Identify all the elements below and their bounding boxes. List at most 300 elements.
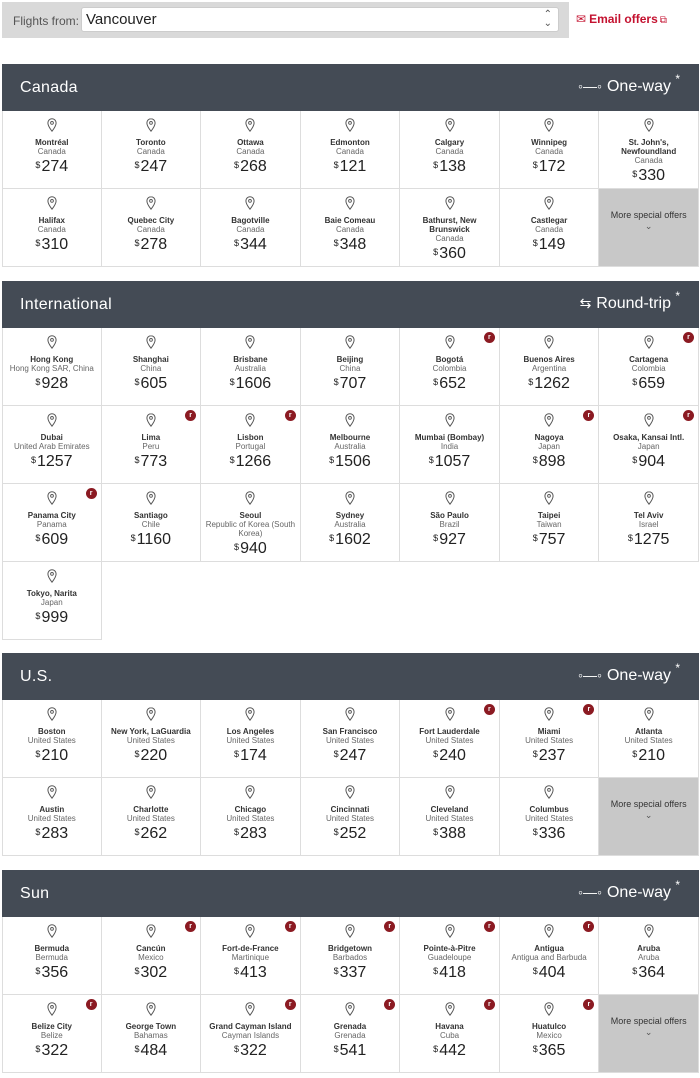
flights-from-panel (2, 2, 569, 38)
price-value: 1606 (235, 375, 272, 392)
round-trip-icon: ⇆ (579, 295, 592, 311)
destination-price (3, 374, 101, 393)
destination-country: Canada (335, 225, 364, 234)
destination-card[interactable] (201, 328, 301, 406)
destination-city: Hong Kong (30, 355, 74, 364)
rouge-badge-icon: r (86, 999, 97, 1010)
destination-price (301, 746, 400, 765)
destination-card[interactable] (500, 778, 600, 856)
location-pin-icon (345, 118, 355, 132)
location-pin-icon (445, 785, 455, 799)
more-special-offers-button[interactable] (599, 995, 699, 1073)
section-header-us (2, 653, 699, 700)
destination-price (102, 963, 201, 982)
rouge-badge-icon: r (285, 410, 296, 421)
price-value: 659 (638, 375, 666, 392)
price-value: 1275 (633, 531, 670, 548)
currency-symbol: $ (134, 966, 140, 976)
price-value: 172 (538, 158, 566, 175)
location-pin-icon (146, 118, 156, 132)
location-pin-icon (544, 118, 554, 132)
destination-price (201, 746, 300, 765)
destination-price (301, 824, 400, 843)
destination-card[interactable] (599, 484, 699, 562)
destination-city: Antigua (534, 944, 564, 953)
trip-type[interactable] (578, 72, 680, 96)
currency-symbol: $ (234, 749, 240, 759)
currency-symbol: $ (433, 160, 439, 170)
destination-country: Portugal (235, 442, 266, 451)
destination-card[interactable] (201, 995, 301, 1073)
more-special-offers-button[interactable] (599, 778, 699, 856)
price-value: 904 (638, 453, 666, 470)
rouge-badge-icon: r (185, 921, 196, 932)
destination-card[interactable] (301, 189, 401, 267)
location-pin-icon (146, 785, 156, 799)
destination-price (301, 530, 400, 549)
destination-price (201, 157, 300, 176)
location-pin-icon (47, 785, 57, 799)
price-value: 268 (240, 158, 267, 175)
price-value: 999 (41, 609, 69, 626)
location-pin-icon (47, 924, 57, 938)
price-value: 283 (240, 825, 267, 842)
location-pin-icon (544, 1002, 554, 1016)
price-value: 360 (439, 245, 466, 262)
destination-card[interactable] (599, 700, 699, 778)
destination-price (201, 235, 300, 254)
destination-country: Martinique (231, 953, 270, 962)
price-value: 356 (41, 964, 69, 981)
destination-country: United States (27, 814, 76, 823)
rouge-badge-icon: r (484, 704, 495, 715)
destination-city: Bathurst, New Brunswick (422, 216, 477, 234)
destination-country: United States (624, 736, 673, 745)
destination-card[interactable] (102, 111, 202, 189)
destination-city: Bogotá (435, 355, 464, 364)
destination-card[interactable] (301, 484, 401, 562)
price-value: 388 (439, 825, 466, 842)
destination-card[interactable] (2, 917, 102, 995)
section-title: Canada (20, 79, 78, 96)
destination-city: Columbus (529, 805, 569, 814)
destination-card[interactable] (500, 328, 600, 406)
location-pin-icon (47, 118, 57, 132)
location-pin-icon (445, 924, 455, 938)
location-pin-icon (245, 196, 255, 210)
price-value: 1160 (136, 531, 172, 548)
destination-city: Buenos Aires (523, 355, 575, 364)
destination-price (3, 608, 101, 627)
destination-country: United Arab Emirates (13, 442, 90, 451)
chevron-down-icon: ⌄ (644, 810, 653, 820)
price-value: 442 (439, 1042, 466, 1059)
location-pin-icon (345, 335, 355, 349)
price-value: 928 (41, 375, 69, 392)
destination-card[interactable] (2, 700, 102, 778)
destination-card[interactable] (500, 406, 600, 484)
price-value: 1057 (434, 453, 471, 470)
destination-card[interactable] (102, 189, 202, 267)
destination-country: Grenada (334, 1031, 366, 1040)
price-value: 404 (538, 964, 566, 981)
destination-price (500, 374, 599, 393)
currency-symbol: $ (528, 377, 534, 387)
price-value: 337 (339, 964, 367, 981)
one-way-icon: ◦—◦ (578, 884, 602, 900)
destination-card[interactable] (201, 189, 301, 267)
location-pin-icon (544, 196, 554, 210)
price-value: 283 (41, 825, 69, 842)
currency-symbol: $ (30, 455, 36, 465)
destination-card[interactable] (301, 917, 401, 995)
destination-city: Quebec City (127, 216, 175, 225)
destination-country: Canada (435, 234, 464, 243)
destination-card[interactable] (201, 700, 301, 778)
destination-country: China (140, 364, 162, 373)
destination-card[interactable] (301, 700, 401, 778)
location-pin-icon (445, 118, 455, 132)
location-pin-icon (146, 196, 156, 210)
destination-card[interactable] (599, 111, 699, 189)
section-title: Sun (20, 885, 50, 902)
trip-type[interactable] (578, 878, 680, 902)
destination-card[interactable] (400, 995, 500, 1073)
more-special-offers-label: More special offers (610, 799, 687, 809)
price-value: 609 (41, 531, 69, 548)
trip-type[interactable] (578, 661, 680, 685)
section-header-sun (2, 870, 699, 917)
destination-card[interactable] (301, 778, 401, 856)
destination-card[interactable] (2, 995, 102, 1073)
destination-price (3, 1041, 101, 1060)
destination-country: Canada (435, 147, 464, 156)
destination-price (301, 235, 400, 254)
destination-card[interactable] (500, 111, 600, 189)
destination-city: Boston (38, 727, 66, 736)
destination-price (201, 824, 300, 843)
destination-country: Republic of Korea (South Korea) (205, 520, 296, 538)
location-pin-icon (47, 413, 57, 427)
destination-country: Canada (136, 225, 165, 234)
currency-symbol: $ (333, 1044, 339, 1054)
location-pin-icon (47, 569, 57, 583)
price-value: 220 (140, 747, 168, 764)
currency-symbol: $ (134, 160, 140, 170)
location-pin-icon (146, 491, 156, 505)
destination-price (102, 1041, 201, 1060)
destination-price (400, 374, 499, 393)
destination-card[interactable] (201, 484, 301, 562)
destination-country: Japan (538, 442, 560, 451)
destination-card[interactable] (201, 111, 301, 189)
price-value: 247 (140, 158, 168, 175)
asterisk: * (675, 289, 680, 303)
destination-price (201, 452, 300, 471)
location-pin-icon (544, 335, 554, 349)
destination-card[interactable] (102, 778, 202, 856)
destination-country: Australia (334, 442, 366, 451)
destination-country: Canada (37, 147, 66, 156)
price-value: 149 (538, 236, 566, 253)
location-pin-icon (146, 335, 156, 349)
currency-symbol: $ (35, 238, 41, 248)
price-value: 344 (240, 236, 267, 253)
destination-price (102, 157, 201, 176)
currency-symbol: $ (134, 749, 140, 759)
destination-card[interactable] (400, 111, 500, 189)
location-pin-icon (245, 413, 255, 427)
destination-card[interactable] (400, 778, 500, 856)
destination-card[interactable] (599, 406, 699, 484)
location-pin-icon (544, 491, 554, 505)
destination-price (500, 157, 599, 176)
currency-symbol: $ (229, 455, 235, 465)
destination-card[interactable] (102, 328, 202, 406)
trip-type-label: Round-trip (596, 295, 671, 312)
destination-city: São Paulo (430, 511, 469, 520)
destination-country: Panama (36, 520, 67, 529)
more-special-offers-button[interactable] (599, 189, 699, 267)
price-value: 1602 (335, 531, 371, 548)
destination-grid-canada (2, 111, 699, 267)
destination-price (500, 530, 599, 549)
destination-card[interactable] (201, 778, 301, 856)
destination-country: Mexico (138, 953, 164, 962)
destination-card[interactable] (2, 111, 102, 189)
destination-price (301, 963, 400, 982)
destination-card[interactable] (2, 778, 102, 856)
destination-card[interactable] (301, 111, 401, 189)
destination-card[interactable] (301, 328, 401, 406)
email-offers-label: Email offers (589, 12, 658, 26)
rouge-badge-icon: r (384, 921, 395, 932)
destination-price (102, 746, 201, 765)
destination-city: Austin (39, 805, 65, 814)
location-pin-icon (644, 413, 654, 427)
destination-price (599, 166, 698, 185)
destination-card[interactable] (599, 917, 699, 995)
email-offers-link[interactable] (576, 12, 667, 26)
rouge-badge-icon: r (384, 999, 395, 1010)
rouge-badge-icon: r (484, 999, 495, 1010)
chevron-down-icon: ⌄ (644, 221, 653, 231)
destination-card[interactable] (500, 189, 600, 267)
destination-card[interactable] (102, 917, 202, 995)
destination-city: Aruba (637, 944, 661, 953)
destination-card[interactable] (2, 562, 102, 640)
destination-city: Lima (141, 433, 161, 442)
destination-card[interactable] (400, 406, 500, 484)
destination-country: Canada (535, 147, 564, 156)
currency-symbol: $ (333, 160, 339, 170)
destination-price (400, 963, 499, 982)
destination-city: Winnipeg (531, 138, 568, 147)
destination-price (500, 963, 599, 982)
location-pin-icon (644, 491, 654, 505)
price-value: 365 (538, 1042, 566, 1059)
destination-card[interactable] (500, 917, 600, 995)
destination-card[interactable] (400, 917, 500, 995)
price-value: 605 (140, 375, 168, 392)
rouge-badge-icon: r (683, 332, 694, 343)
destination-card[interactable] (500, 700, 600, 778)
location-pin-icon (445, 335, 455, 349)
destination-country: Canada (37, 225, 66, 234)
location-pin-icon (445, 1002, 455, 1016)
destination-price (3, 824, 101, 843)
destination-card[interactable] (102, 995, 202, 1073)
destination-card[interactable] (2, 484, 102, 562)
currency-symbol: $ (433, 377, 439, 387)
destination-country: Canada (136, 147, 165, 156)
destination-city: Havana (435, 1022, 464, 1031)
destination-price (102, 374, 201, 393)
currency-symbol: $ (234, 827, 240, 837)
destination-city: Cleveland (430, 805, 469, 814)
price-value: 310 (41, 236, 69, 253)
destination-card[interactable] (102, 484, 202, 562)
currency-symbol: $ (532, 160, 538, 170)
destination-city: Atlanta (635, 727, 663, 736)
destination-price (3, 530, 101, 549)
top-bar (0, 0, 700, 40)
price-value: 336 (538, 825, 566, 842)
destination-card[interactable] (301, 995, 401, 1073)
currency-symbol: $ (433, 533, 439, 543)
trip-type-label: One-way (606, 78, 671, 95)
destination-card[interactable] (500, 484, 600, 562)
currency-symbol: $ (632, 455, 638, 465)
destination-card[interactable] (2, 328, 102, 406)
destination-city: Huatulco (531, 1022, 567, 1031)
destination-country: Cuba (439, 1031, 460, 1040)
destination-card[interactable] (400, 189, 500, 267)
destination-country: Japan (40, 598, 63, 607)
price-value: 210 (638, 747, 666, 764)
location-pin-icon (345, 924, 355, 938)
currency-symbol: $ (333, 749, 339, 759)
currency-symbol: $ (433, 749, 439, 759)
currency-symbol: $ (35, 533, 41, 543)
destination-card[interactable] (400, 484, 500, 562)
destination-card[interactable] (301, 406, 401, 484)
trip-type[interactable] (579, 289, 680, 313)
rouge-badge-icon: r (185, 410, 196, 421)
price-value: 364 (638, 964, 666, 981)
destination-city: Los Angeles (226, 727, 275, 736)
destination-city: Baie Comeau (324, 216, 376, 225)
currency-symbol: $ (532, 533, 538, 543)
destination-country: Cayman Islands (221, 1031, 280, 1040)
destination-city: Cincinnati (330, 805, 370, 814)
destination-city: Charlotte (133, 805, 169, 814)
location-pin-icon (245, 491, 255, 505)
currency-symbol: $ (134, 1044, 140, 1054)
currency-symbol: $ (433, 1044, 439, 1054)
location-pin-icon (146, 707, 156, 721)
destination-card[interactable] (102, 700, 202, 778)
destination-city: Grand Cayman Island (209, 1022, 292, 1031)
flights-from-label: Flights from: (13, 14, 80, 28)
destination-city: Bridgetown (327, 944, 372, 953)
destination-country: United States (525, 814, 574, 823)
currency-symbol: $ (632, 169, 638, 179)
currency-symbol: $ (35, 1044, 41, 1054)
destination-price (301, 157, 400, 176)
destination-card[interactable] (102, 406, 202, 484)
destination-card[interactable] (2, 189, 102, 267)
asterisk: * (675, 661, 680, 675)
destination-city: Brisbane (233, 355, 268, 364)
destination-card[interactable] (400, 700, 500, 778)
destination-price (599, 530, 698, 549)
destination-country: China (339, 364, 361, 373)
price-value: 252 (339, 825, 367, 842)
destination-price (3, 157, 101, 176)
currency-symbol: $ (35, 377, 41, 387)
currency-symbol: $ (433, 827, 439, 837)
currency-symbol: $ (134, 238, 140, 248)
destination-card[interactable] (2, 406, 102, 484)
price-value: 138 (439, 158, 466, 175)
rouge-badge-icon: r (583, 704, 594, 715)
location-pin-icon (47, 707, 57, 721)
location-pin-icon (47, 196, 57, 210)
location-pin-icon (245, 924, 255, 938)
destination-city: Tokyo, Narita (26, 589, 77, 598)
destination-country: Australia (234, 364, 266, 373)
destination-city: Montréal (35, 138, 69, 147)
destination-city: Ottawa (237, 138, 264, 147)
currency-symbol: $ (532, 238, 538, 248)
price-value: 322 (41, 1042, 69, 1059)
destination-card[interactable] (400, 328, 500, 406)
location-pin-icon (445, 491, 455, 505)
destination-card[interactable] (500, 995, 600, 1073)
location-pin-icon (445, 707, 455, 721)
destination-city: Sydney (335, 511, 365, 520)
price-value: 247 (339, 747, 367, 764)
destination-price (3, 452, 101, 471)
destination-city: Calgary (434, 138, 465, 147)
price-value: 1257 (36, 453, 73, 470)
destination-city: Osaka, Kansai Intl. (613, 433, 685, 442)
location-pin-icon (47, 491, 57, 505)
destination-card[interactable] (201, 917, 301, 995)
rouge-badge-icon: r (583, 921, 594, 932)
destination-country: United States (325, 736, 374, 745)
origin-select[interactable] (81, 7, 559, 32)
destination-city: George Town (125, 1022, 177, 1031)
location-pin-icon (345, 707, 355, 721)
destination-city: Halifax (38, 216, 65, 225)
currency-symbol: $ (632, 749, 638, 759)
destination-city: Mumbai (Bombay) (414, 433, 485, 442)
location-pin-icon (544, 924, 554, 938)
location-pin-icon (345, 196, 355, 210)
destination-price (400, 824, 499, 843)
destination-country: United States (27, 736, 76, 745)
destination-country: India (440, 442, 459, 451)
currency-symbol: $ (329, 533, 335, 543)
destination-country: Canada (335, 147, 364, 156)
destination-card[interactable] (201, 406, 301, 484)
destination-card[interactable] (599, 328, 699, 406)
destination-country: United States (525, 736, 574, 745)
destination-country: Bermuda (35, 953, 69, 962)
external-link-icon: ⧉ (659, 15, 667, 26)
